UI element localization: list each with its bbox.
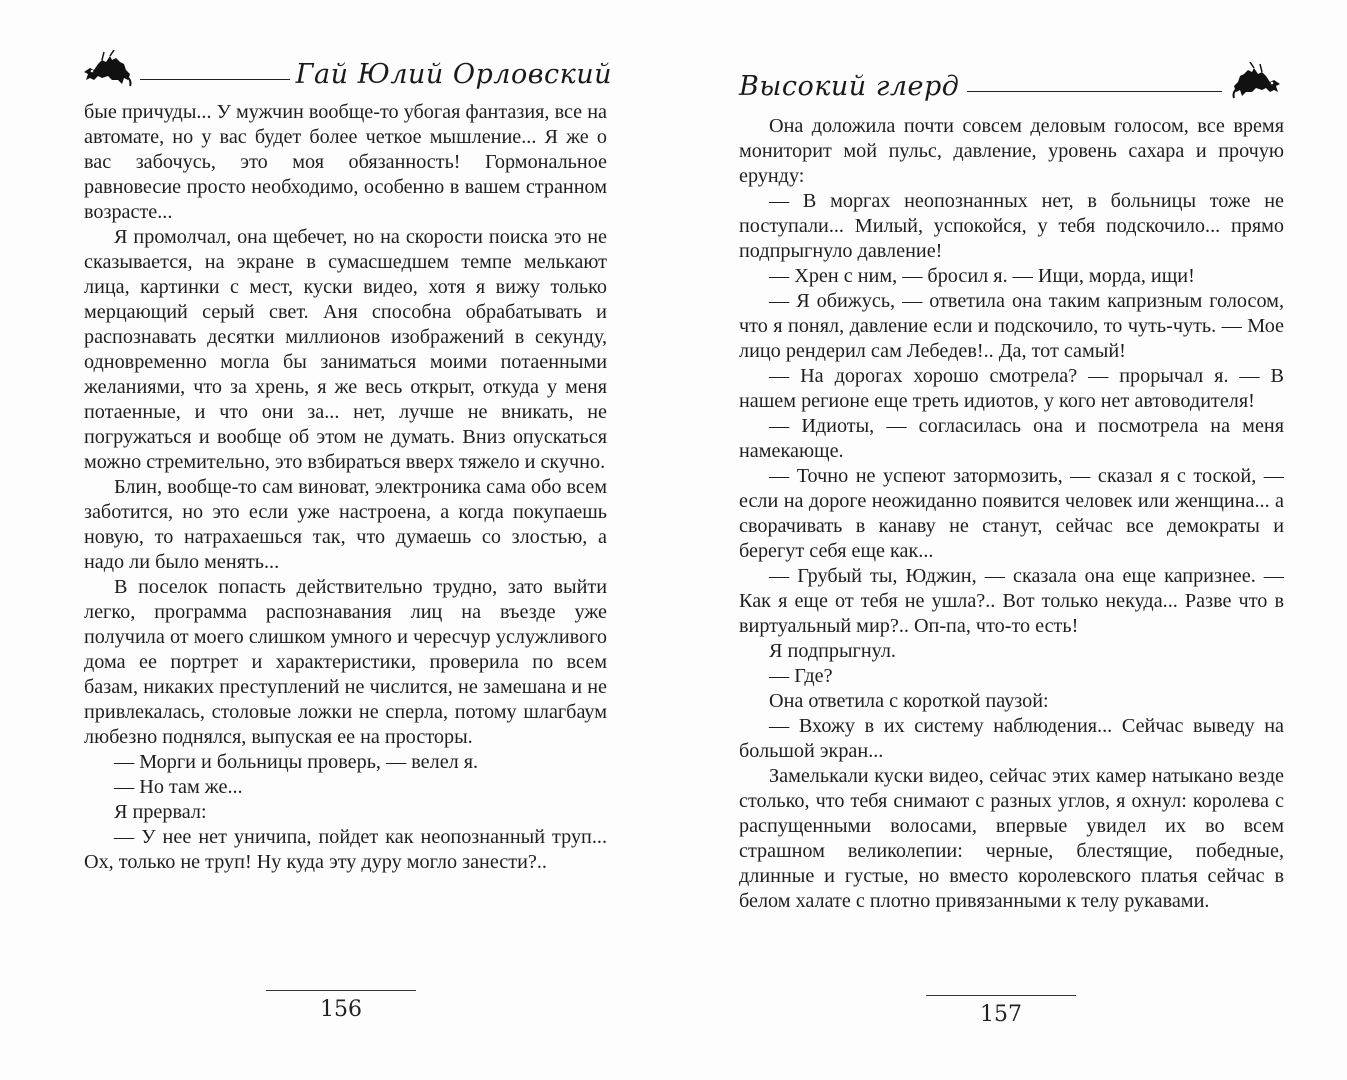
running-head-right [739, 60, 1284, 102]
page-number-right [926, 995, 1076, 1027]
paragraph: Я прервал: [114, 801, 207, 823]
paragraph: — На дорогах хорошо смотрела? — прорычал я. — В нашем регионе еще треть идиотов, у кого нет автоводителя! [739, 365, 1284, 412]
paragraph: — Я обижусь, — ответила она таким капризным голосом, что я понял, давление если и подскочило, то чуть-чуть. — Мое лицо рендерил сам Лебедев!.. Да, тот самый! [739, 290, 1284, 362]
dragon-icon [80, 50, 136, 90]
page-number-left [266, 990, 416, 1022]
running-head-author: Гай Юлий Орловский [295, 59, 612, 90]
paragraph: — В моргах неопознанных нет, в больницы тоже не поступали... Милый, успокойся, у тебя подскочило... прямо подпрыгнуло давление! [739, 190, 1284, 262]
header-rule [140, 79, 290, 80]
paragraph: Я подпрыгнул. [769, 640, 896, 662]
paragraph: — Морги и больницы проверь, — велел я. [114, 751, 479, 773]
paragraph: Замелькали куски видео, сейчас этих камер натыкано везде столько, что тебя снимают с разных углов, я охнул: королева с распущенными волосами, впервые увидел их во всем страшном великолепии: черные, блестящие, победные, длинные и густые, но вместо королевского платья сейчас в белом халате с плотно привязанными к телу рукавами. [739, 765, 1284, 912]
paragraph: бые причуды... У мужчин вообще-то убогая фантазия, все на автомате, но у вас будет более четкое мышление... Я же о вас забочусь, это моя обязанность! Гормональное равновесие просто необходимо, особенно в вашем странном возрасте... [84, 101, 607, 223]
page-text-right [739, 114, 1284, 914]
paragraph: Она ответила с короткой паузой: [769, 690, 1049, 712]
running-head-left [80, 48, 612, 90]
paragraph: — Где? [769, 665, 833, 687]
paragraph: — Грубый ты, Юджин, — сказала она еще капризнее. — Как я еще от тебя не ушла?.. Вот только некуда... Разве что в виртуальный мир?.. Оп-па, что-то есть! [739, 565, 1284, 637]
right-page [673, 0, 1347, 1080]
paragraph: Я промолчал, она щебечет, но на скорости поиска это не сказывается, на экране в сумасшедшем темпе мелькают лица, картинки с мест, куски видео, хотя я вижу только мерцающий серый свет. Аня способна обрабатывать и распознавать десятки миллионов изображений в секунду, одновременно могла бы заниматься моими потаенными желаниями, что за хрень, я же весь открыт, откуда у меня потаенные, и что они за... нет, лучше не вникать, не погружаться и вообще об этом не думать. Вниз опускаться можно стремительно, это взбираться вверх тяжело и скучно. [84, 226, 607, 473]
paragraph: — Идиоты, — согласилась она и посмотрела на меня намекающе. [739, 415, 1284, 462]
left-page [0, 0, 673, 1080]
page-number: 156 [320, 997, 362, 1022]
page-text-left [84, 100, 607, 875]
header-rule [967, 91, 1222, 92]
paragraph: — У нее нет уничипа, пойдет как неопознанный труп... Ох, только не труп! Ну куда эту дуру могло занести?.. [84, 826, 607, 873]
paragraph: Она доложила почти совсем деловым голосом, все время мониторит мой пульс, давление, уровень сахара и прочую ерунду: [739, 115, 1284, 187]
paragraph: — Вхожу в их систему наблюдения... Сейчас выведу на большой экран... [739, 715, 1284, 762]
page-number: 157 [980, 1002, 1022, 1027]
paragraph: Блин, вообще-то сам виноват, электроника сама обо всем заботится, но это если уже настроена, а когда покупаешь новую, то натрахаешься так, что думаешь со злостью, а надо ли было менять... [84, 476, 607, 573]
running-head-book-title: Высокий глерд [739, 71, 960, 102]
folio-rule [926, 995, 1076, 996]
paragraph: — Хрен с ним, — бросил я. — Ищи, морда, ищи! [769, 265, 1195, 287]
paragraph: — Точно не успеют затормозить, — сказал я с тоской, — если на дороге неожиданно появится человек или женщина... а сворачивать в канаву не станут, сейчас все демократы и берегут себя еще как... [739, 465, 1284, 562]
paragraph: В поселок попасть действительно трудно, зато выйти легко, программа распознавания лиц на въезде уже получила от моего слишком умного и чересчур услужливого дома ее портрет и характеристики, проверила по всем базам, никаких преступлений не числится, не замешана и не привлекалась, столовые ложки не сперла, потому шлагбаум любезно поднялся, выпуская ее на просторы. [84, 576, 607, 748]
paragraph: — Но там же... [114, 776, 243, 798]
folio-rule [266, 990, 416, 991]
dragon-icon [1228, 62, 1284, 102]
